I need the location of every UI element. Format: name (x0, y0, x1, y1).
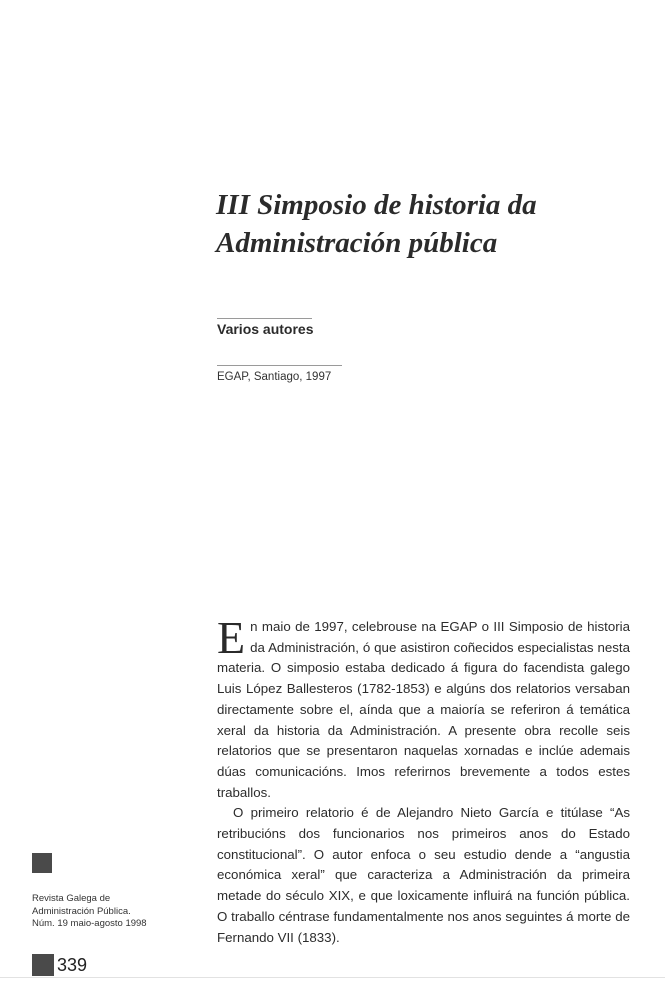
drop-cap: E (217, 612, 246, 663)
paragraph-1 (217, 612, 630, 803)
article-title (216, 186, 636, 262)
journal-line-3: Núm. 19 maio-agosto 1998 (32, 918, 147, 929)
page-marker-square (32, 954, 54, 976)
journal-marker-square (32, 853, 52, 873)
page-number: 339 (57, 955, 88, 975)
authors-divider (217, 318, 312, 319)
publisher-divider (217, 365, 342, 366)
journal-citation (32, 893, 147, 931)
title-line-2: Administración pública (216, 227, 498, 259)
journal-line-1: Revista Galega de (32, 893, 111, 904)
publisher-info: EGAP, Santiago, 1997 (217, 371, 332, 383)
title-line-1: III Simposio de historia da (216, 189, 537, 221)
journal-line-2: Administración Pública. (32, 905, 131, 917)
article-body (217, 612, 630, 948)
paragraph-2: O primeiro relatorio é de Alejandro Nieto García e titúlase “As retribucións dos funcionarios nos primeiros anos do Estado constitucional”. O autor enfoca o seu estudio dende a “angustia económica xeral” que caracteriza a Administración da primeira metade do século XIX, e que loxicamente influirá na función pública. O traballo céntrase fundamentalmente nos anos seguintes á morte de Fernando VII (1833). (217, 805, 630, 945)
authors-label: Varios autores (217, 321, 314, 337)
paragraph-1-text: n maio de 1997, celebrouse na EGAP o III Simposio de historia da Administración, ó que asistiron coñecidos especialistas nesta materia. O simposio estaba dedicado á figura do facendista galego Luis López Ballesteros (1782-1853) e algúns dos relatorios versaban directamente sobre el, aínda que a maioría se referiron á temática xeral da historia da Administración. A presente obra recolle seis relatorios que se presentaron naquelas xornadas e inclúe ademais dúas comunicacións. Imos referirnos brevemente a todos estes traballos. (217, 619, 630, 800)
page-bottom-edge (0, 977, 665, 978)
